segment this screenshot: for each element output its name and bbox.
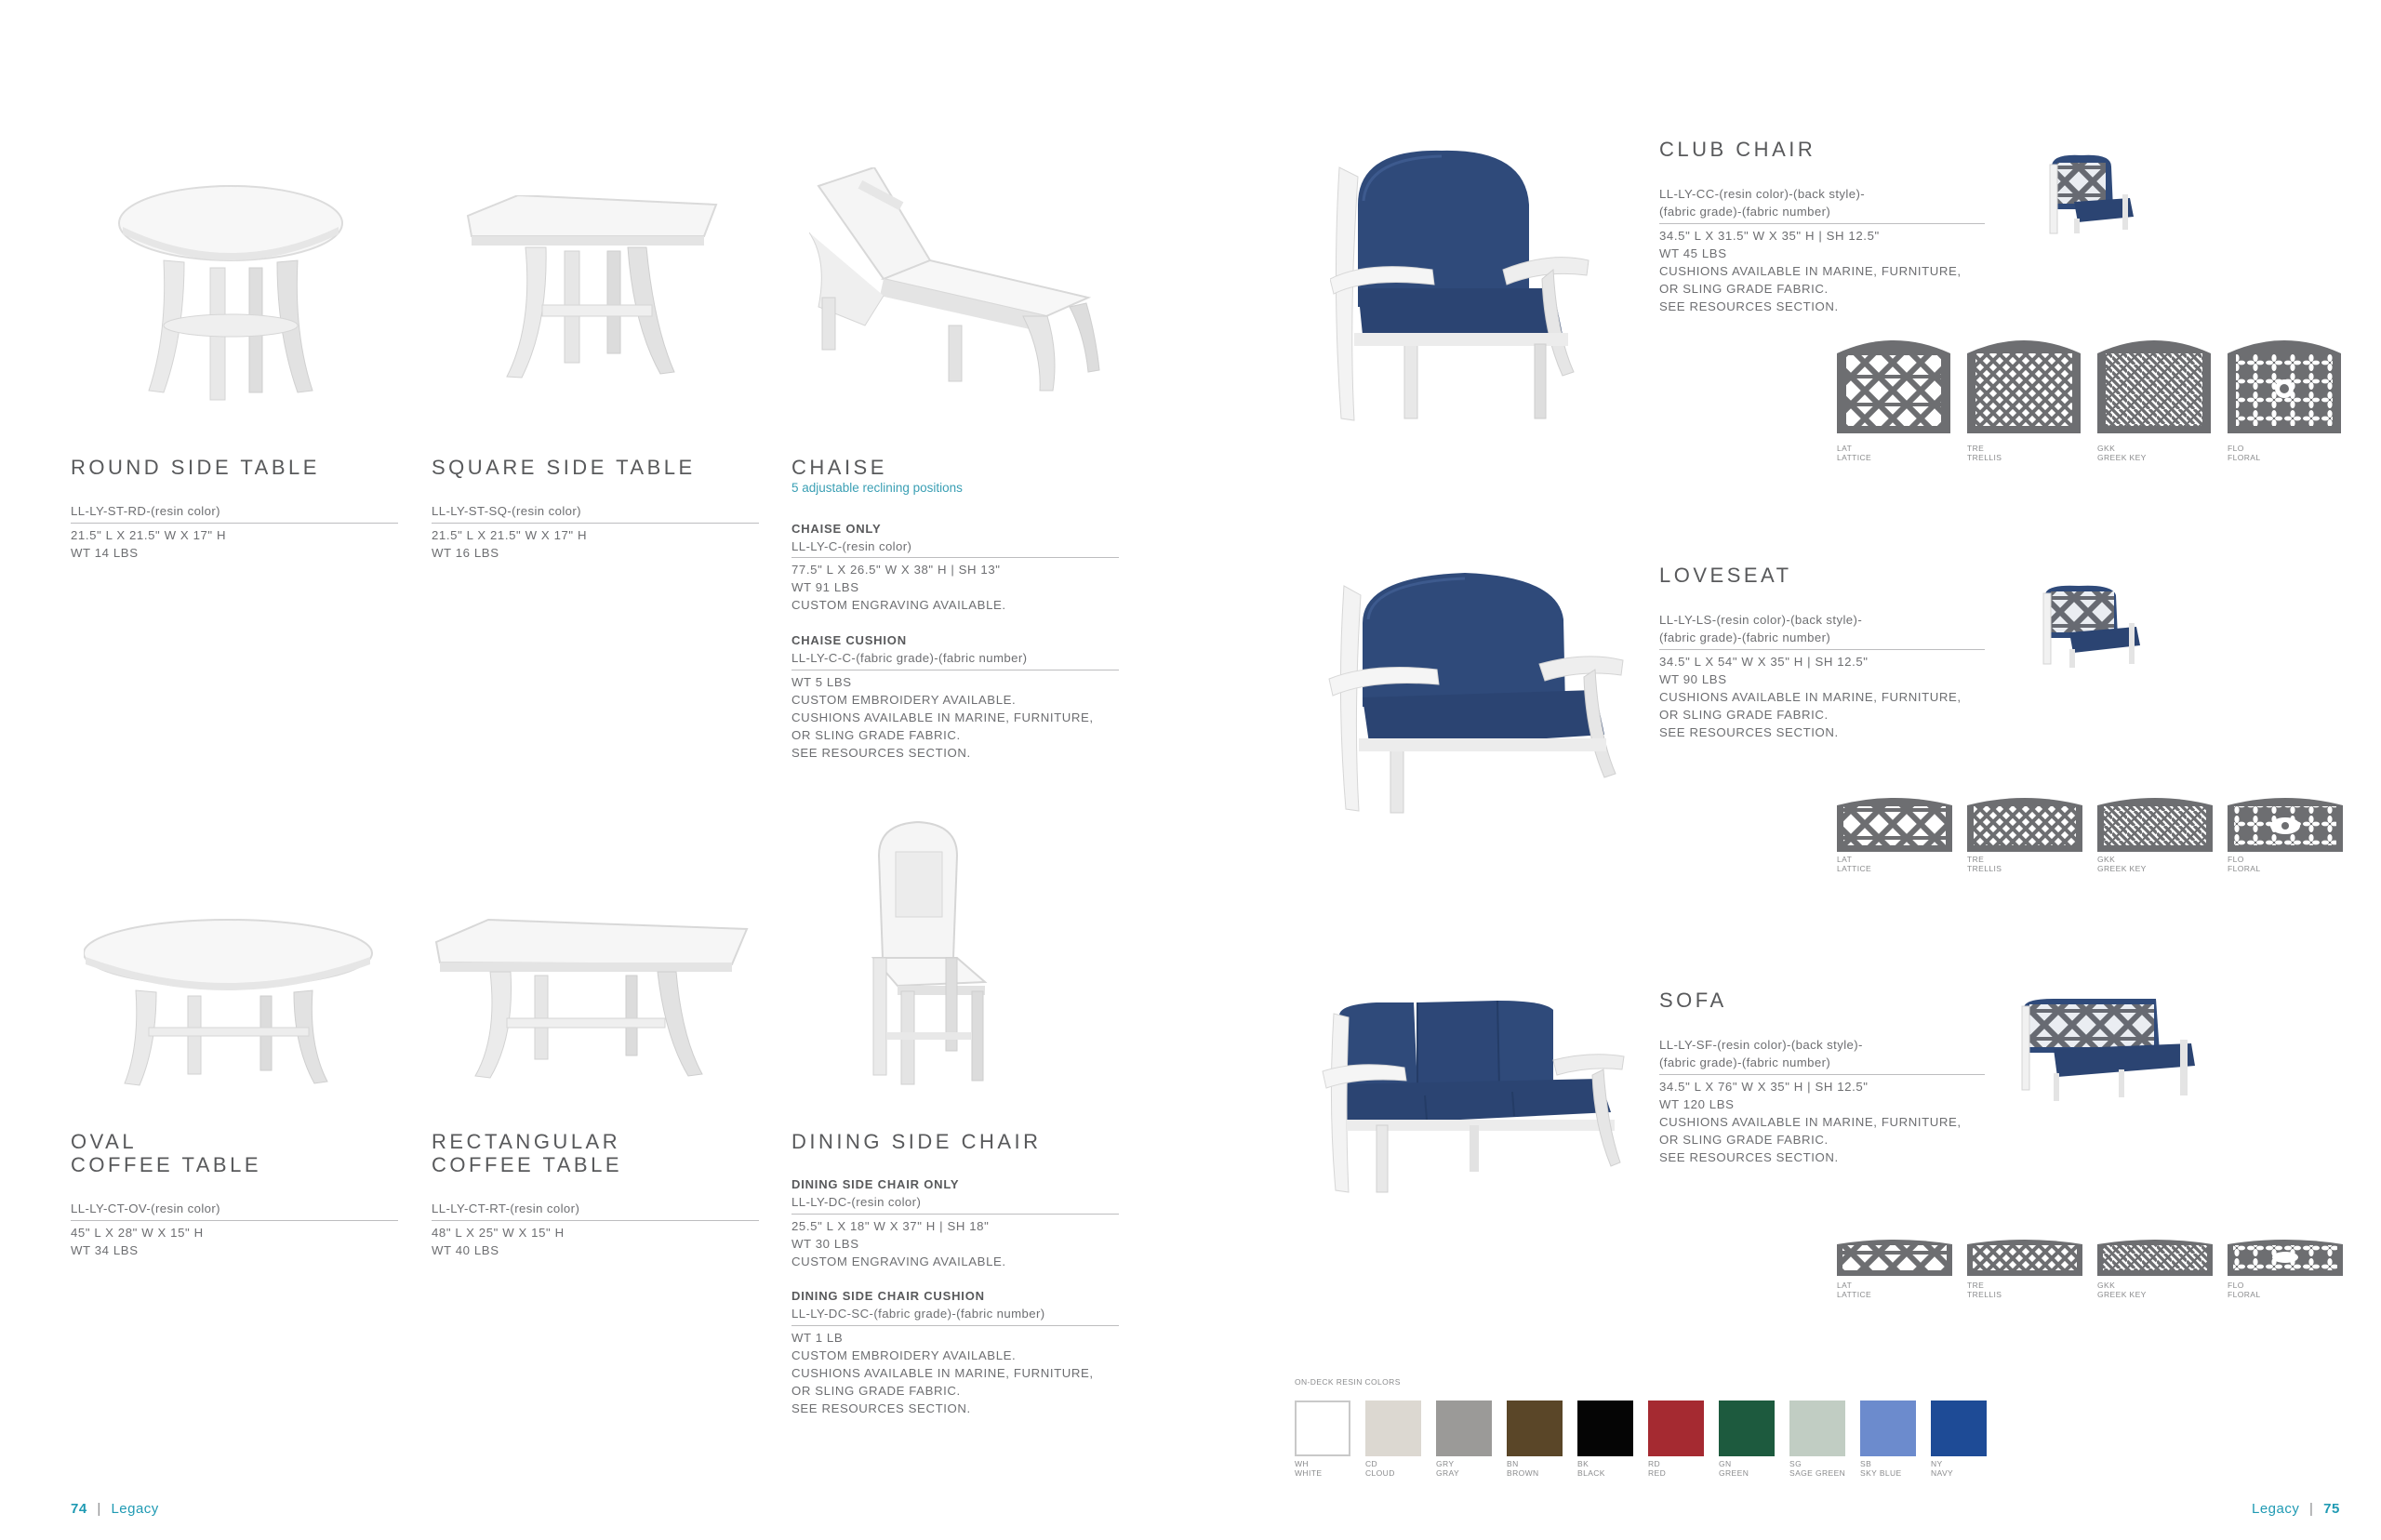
chaise-only-heading: CHAISE ONLY [791,522,882,536]
round-side-table-title: ROUND SIDE TABLE [71,456,320,479]
back-style-code: LAT [1837,444,1853,453]
sofa-sku-line1: LL-LY-SF-(resin color)-(back style)- [1659,1038,1863,1052]
spec-line: CUSHIONS AVAILABLE IN MARINE, FURNITURE, [791,1366,1094,1380]
resin-swatch-item [1365,1401,1421,1478]
back-style-name: FLORAL [2228,452,2261,462]
spec-line: CUSTOM ENGRAVING AVAILABLE. [791,598,1006,612]
resin-swatch-item [1860,1401,1916,1478]
resin-swatch-white [1295,1401,1350,1456]
back-style-label [2097,445,2147,462]
spec-line: CUSTOM EMBROIDERY AVAILABLE. [791,693,1017,707]
divider [71,523,398,524]
spec-line: CUSHIONS AVAILABLE IN MARINE, FURNITURE, [1659,1115,1962,1129]
resin-swatch-item [1931,1401,1987,1478]
back-style-greek-key-panel [2097,335,2211,433]
square-side-table-image [460,195,725,381]
resin-swatch-name: GREEN [1719,1467,1749,1478]
divider [71,1220,398,1221]
divider [1659,649,1985,650]
back-style-label [2228,856,2260,873]
chaise-subtitle: 5 adjustable reclining positions [791,481,963,495]
chaise-image [809,167,1102,400]
resin-swatch-name: RED [1648,1467,1667,1478]
resin-swatch-name: GRAY [1436,1467,1460,1478]
resin-swatch-item [1436,1401,1492,1478]
back-style-code: FLO [2228,444,2244,453]
resin-swatch-name: NAVY [1931,1467,1954,1478]
section-name: Legacy [2252,1501,2300,1517]
spec-line: WT 90 LBS [1659,672,1727,686]
back-style-floral-panel [2228,335,2341,433]
back-style-lattice-panel [1837,335,1950,433]
loveseat-title: LOVESEAT [1659,564,1792,587]
spec-line: CUSTOM ENGRAVING AVAILABLE. [791,1255,1006,1268]
spec-line: CUSHIONS AVAILABLE IN MARINE, FURNITURE, [1659,264,1962,278]
chaise-cushion-sku: LL-LY-C-C-(fabric grade)-(fabric number) [791,651,1028,665]
back-style-code: LAT [1837,855,1853,864]
back-style-name: GREEK KEY [2097,452,2147,462]
resin-swatch-code: GN [1719,1459,1732,1468]
resin-swatch-sage-green [1789,1401,1845,1456]
resin-swatch-name: SKY BLUE [1860,1467,1902,1478]
club-chair-thumbnail-image [2037,153,2139,237]
page-number: 75 [2323,1501,2340,1517]
back-style-floral-panel [2228,1239,2343,1276]
back-style-name: LATTICE [1837,863,1872,873]
divider [791,1325,1119,1326]
spec-line: 21.5" L X 21.5" W X 17" H [71,528,227,542]
spec-line: WT 1 LB [791,1331,844,1345]
spec-line: 34.5" L X 31.5" W X 35" H | SH 12.5" [1659,229,1880,243]
resin-swatch-code: GRY [1436,1459,1455,1468]
back-style-name: TRELLIS [1967,452,2002,462]
loveseat-sku-line1: LL-LY-LS-(resin color)-(back style)- [1659,613,1863,627]
back-style-name: FLORAL [2228,863,2261,873]
sofa-title: SOFA [1659,989,1727,1012]
spec-line: SEE RESOURCES SECTION. [1659,299,1839,313]
spec-line: OR SLING GRADE FABRIC. [1659,1133,1829,1147]
resin-swatch-name: CLOUD [1365,1467,1395,1478]
spec-line: SEE RESOURCES SECTION. [1659,725,1839,739]
resin-swatch-code: BN [1507,1459,1519,1468]
resin-swatch-item [1789,1401,1845,1478]
back-style-label [2097,856,2147,873]
back-style-name: FLORAL [2228,1289,2261,1299]
back-style-trellis-panel [1967,1239,2082,1276]
spec-line: CUSTOM EMBROIDERY AVAILABLE. [791,1348,1017,1362]
resin-swatch-cloud [1365,1401,1421,1456]
spec-line: SEE RESOURCES SECTION. [1659,1150,1839,1164]
left-page-folio [71,1501,159,1517]
dining-chair-cushion-sku: LL-LY-DC-SC-(fabric grade)-(fabric number) [791,1307,1045,1321]
divider [1659,223,1985,224]
spec-line: 34.5" L X 54" W X 35" H | SH 12.5" [1659,655,1869,669]
rectangular-coffee-table-title-line1: RECTANGULAR [432,1130,621,1153]
spec-line: CUSHIONS AVAILABLE IN MARINE, FURNITURE, [791,710,1094,724]
dining-chair-cushion-heading: DINING SIDE CHAIR CUSHION [791,1289,985,1303]
dining-chair-only-heading: DINING SIDE CHAIR ONLY [791,1177,960,1191]
spec-line: WT 91 LBS [791,580,859,594]
resin-swatch-code: CD [1365,1459,1378,1468]
back-style-code: TRE [1967,1281,1985,1290]
spec-line: OR SLING GRADE FABRIC. [791,728,961,742]
spec-line: 34.5" L X 76" W X 35" H | SH 12.5" [1659,1080,1869,1094]
loveseat-sku-line2: (fabric grade)-(fabric number) [1659,631,1831,644]
oval-coffee-table-image [84,916,381,1093]
spec-line: OR SLING GRADE FABRIC. [1659,708,1829,722]
back-style-greek-key-panel [2097,1239,2213,1276]
chaise-title: CHAISE [791,456,887,479]
resin-swatch-red [1648,1401,1704,1456]
chaise-only-sku: LL-LY-C-(resin color) [791,539,912,553]
sofa-sku-line2: (fabric grade)-(fabric number) [1659,1055,1831,1069]
spec-line: SEE RESOURCES SECTION. [791,1401,971,1415]
resin-swatch-name: SAGE GREEN [1789,1467,1846,1478]
spec-line: WT 30 LBS [791,1237,859,1251]
back-style-label [2228,445,2260,462]
loveseat-thumbnail-image [2032,584,2148,672]
resin-swatch-code: RD [1648,1459,1661,1468]
oval-coffee-table-sku: LL-LY-CT-OV-(resin color) [71,1201,220,1215]
resin-swatch-item [1719,1401,1775,1478]
back-style-label [1967,856,2002,873]
back-style-trellis-panel [1967,335,2081,433]
back-style-label [1837,856,1871,873]
back-style-label [1837,1281,1871,1299]
chaise-cushion-heading: CHAISE CUSHION [791,633,907,647]
dining-side-chair-image [860,818,1009,1088]
square-side-table-title: SQUARE SIDE TABLE [432,456,696,479]
back-style-code: TRE [1967,855,1985,864]
sofa-thumbnail-image [2016,997,2202,1113]
spec-line: OR SLING GRADE FABRIC. [1659,282,1829,296]
resin-swatch-code: SB [1860,1459,1872,1468]
resin-swatch-name: BROWN [1507,1467,1539,1478]
club-chair-image [1330,149,1600,423]
back-style-label [1967,445,2002,462]
divider [791,557,1119,558]
back-style-lattice-panel [1837,1239,1952,1276]
club-chair-sku-line2: (fabric grade)-(fabric number) [1659,205,1831,219]
back-style-floral-panel [2228,796,2343,852]
back-style-label [2228,1281,2260,1299]
back-style-code: GKK [2097,444,2116,453]
resin-swatch-name: BLACK [1577,1467,1605,1478]
rectangular-coffee-table-image [432,916,753,1083]
back-style-trellis-panel [1967,796,2082,852]
sofa-image [1321,995,1628,1204]
back-style-code: GKK [2097,1281,2116,1290]
divider [432,1220,759,1221]
spec-line: WT 34 LBS [71,1243,139,1257]
back-style-name: LATTICE [1837,452,1872,462]
oval-coffee-table-title-line2: COFFEE TABLE [71,1153,262,1176]
resin-swatch-code: BK [1577,1459,1590,1468]
back-style-code: FLO [2228,855,2244,864]
back-style-name: LATTICE [1837,1289,1872,1299]
oval-coffee-table-title-line1: OVAL [71,1130,138,1153]
resin-swatch-code: NY [1931,1459,1943,1468]
round-side-table-sku: LL-LY-ST-RD-(resin color) [71,504,220,518]
back-style-code: FLO [2228,1281,2244,1290]
spec-line: WT 16 LBS [432,546,499,560]
resin-swatch-name: WHITE [1295,1467,1323,1478]
back-style-label [2097,1281,2147,1299]
back-style-label [1837,445,1871,462]
resin-swatch-gray [1436,1401,1492,1456]
resin-swatch-green [1719,1401,1775,1456]
round-side-table-image [110,177,352,409]
dining-side-chair-title: DINING SIDE CHAIR [791,1130,1042,1153]
spec-line: 21.5" L X 21.5" W X 17" H [432,528,588,542]
resin-swatch-item [1295,1401,1350,1478]
back-style-label [1967,1281,2002,1299]
resin-colors-heading: ON-DECK RESIN COLORS [1295,1377,1401,1387]
resin-swatch-navy [1931,1401,1987,1456]
resin-swatch-item [1507,1401,1563,1478]
square-side-table-sku: LL-LY-ST-SQ-(resin color) [432,504,581,518]
back-style-code: GKK [2097,855,2116,864]
spec-line: 77.5" L X 26.5" W X 38" H | SH 13" [791,563,1001,577]
club-chair-sku-line1: LL-LY-CC-(resin color)-(back style)- [1659,187,1866,201]
back-style-code: TRE [1967,444,1985,453]
dining-chair-only-sku: LL-LY-DC-(resin color) [791,1195,922,1209]
back-style-name: TRELLIS [1967,1289,2002,1299]
rectangular-coffee-table-title-line2: COFFEE TABLE [432,1153,623,1176]
spec-line: 45" L X 28" W X 15" H [71,1226,204,1240]
spec-line: WT 120 LBS [1659,1097,1735,1111]
resin-swatch-code: WH [1295,1459,1309,1468]
folio-separator: | [97,1501,101,1517]
resin-swatch-item [1577,1401,1633,1478]
spec-line: WT 14 LBS [71,546,139,560]
spec-line: WT 5 LBS [791,675,852,689]
spec-line: 48" L X 25" W X 15" H [432,1226,565,1240]
resin-swatch-item [1648,1401,1704,1478]
spec-line: WT 40 LBS [432,1243,499,1257]
club-chair-title: CLUB CHAIR [1659,138,1816,161]
spec-line: 25.5" L X 18" W X 37" H | SH 18" [791,1219,990,1233]
divider [432,523,759,524]
resin-swatch-sky-blue [1860,1401,1916,1456]
resin-swatch-black [1577,1401,1633,1456]
divider [791,1214,1119,1215]
spec-line: CUSHIONS AVAILABLE IN MARINE, FURNITURE, [1659,690,1962,704]
resin-swatch-code: SG [1789,1459,1802,1468]
back-style-lattice-panel [1837,796,1952,852]
resin-swatch-brown [1507,1401,1563,1456]
spec-line: WT 45 LBS [1659,246,1727,260]
spec-line: OR SLING GRADE FABRIC. [791,1384,961,1398]
back-style-name: TRELLIS [1967,863,2002,873]
spec-line: SEE RESOURCES SECTION. [791,746,971,760]
rectangular-coffee-table-sku: LL-LY-CT-RT-(resin color) [432,1201,580,1215]
loveseat-image [1325,567,1628,818]
right-page-folio [2252,1501,2340,1517]
back-style-name: GREEK KEY [2097,1289,2147,1299]
page-number: 74 [71,1501,87,1517]
back-style-greek-key-panel [2097,796,2213,852]
section-name: Legacy [111,1501,159,1517]
folio-separator: | [2309,1501,2314,1517]
divider [1659,1074,1985,1075]
back-style-name: GREEK KEY [2097,863,2147,873]
back-style-code: LAT [1837,1281,1853,1290]
